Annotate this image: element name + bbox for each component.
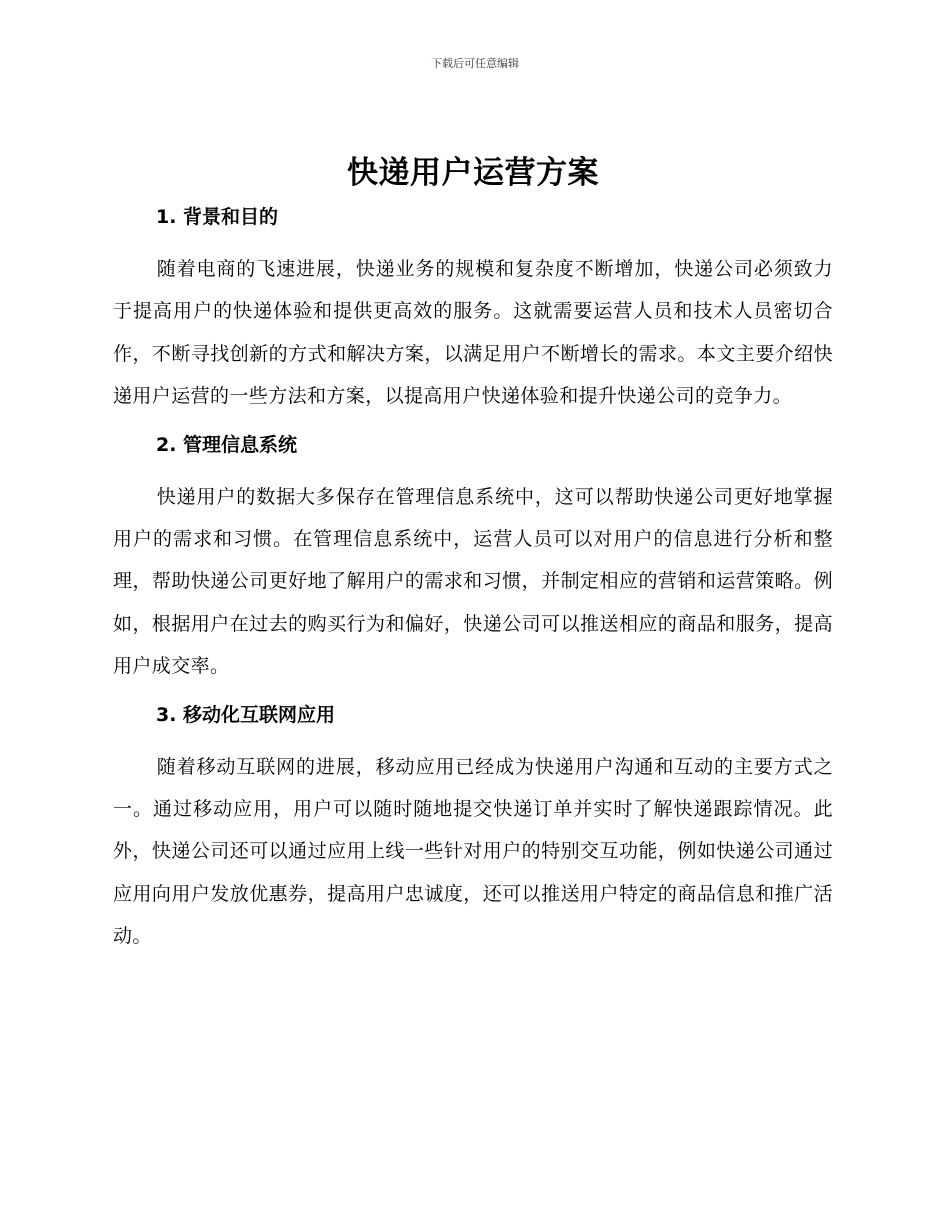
section-mobile xyxy=(113,700,833,958)
section-heading: 3. 移动化互联网应用 xyxy=(156,703,336,726)
section-paragraph: 快递用户的数据大多保存在管理信息系统中，这可以帮助快递公司更好地掌握用户的需求和习惯。在管理信息系统中，运营人员可以对用户的信息进行分析和整理，帮助快递公司更好地了解用户的需求和习惯，并制定相应的营销和运营策略。例如，根据用户在过去的购买行为和偏好，快递公司可以推送相应的商品和服务，提高用户成交率。 xyxy=(113,485,833,678)
document-body xyxy=(113,148,833,970)
section-background xyxy=(113,202,833,418)
section-mis xyxy=(113,430,833,688)
section-paragraph: 随着电商的飞速进展，快递业务的规模和复杂度不断增加，快递公司必须致力于提高用户的快递体验和提供更高效的服务。这就需要运营人员和技术人员密切合作，不断寻找创新的方式和解决方案，以满足用户不断增长的需求。本文主要介绍快递用户运营的一些方法和方案，以提高用户快递体验和提升快递公司的竞争力。 xyxy=(113,258,833,408)
document-title: 快递用户运营方案 xyxy=(347,155,599,191)
section-heading: 2. 管理信息系统 xyxy=(156,433,298,456)
section-heading: 1. 背景和目的 xyxy=(156,206,279,228)
header-note: 下载后可任意编辑 xyxy=(431,57,519,70)
section-paragraph: 随着移动互联网的进展，移动应用已经成为快递用户沟通和互动的主要方式之一。通过移动应用，用户可以随时随地提交快递订单并实时了解快递跟踪情况。此外，快递公司还可以通过应用上线一些针对用户的特别交互功能，例如快递公司通过应用向用户发放优惠券，提高用户忠诚度，还可以推送用户特定的商品信息和推广活动。 xyxy=(113,755,833,948)
